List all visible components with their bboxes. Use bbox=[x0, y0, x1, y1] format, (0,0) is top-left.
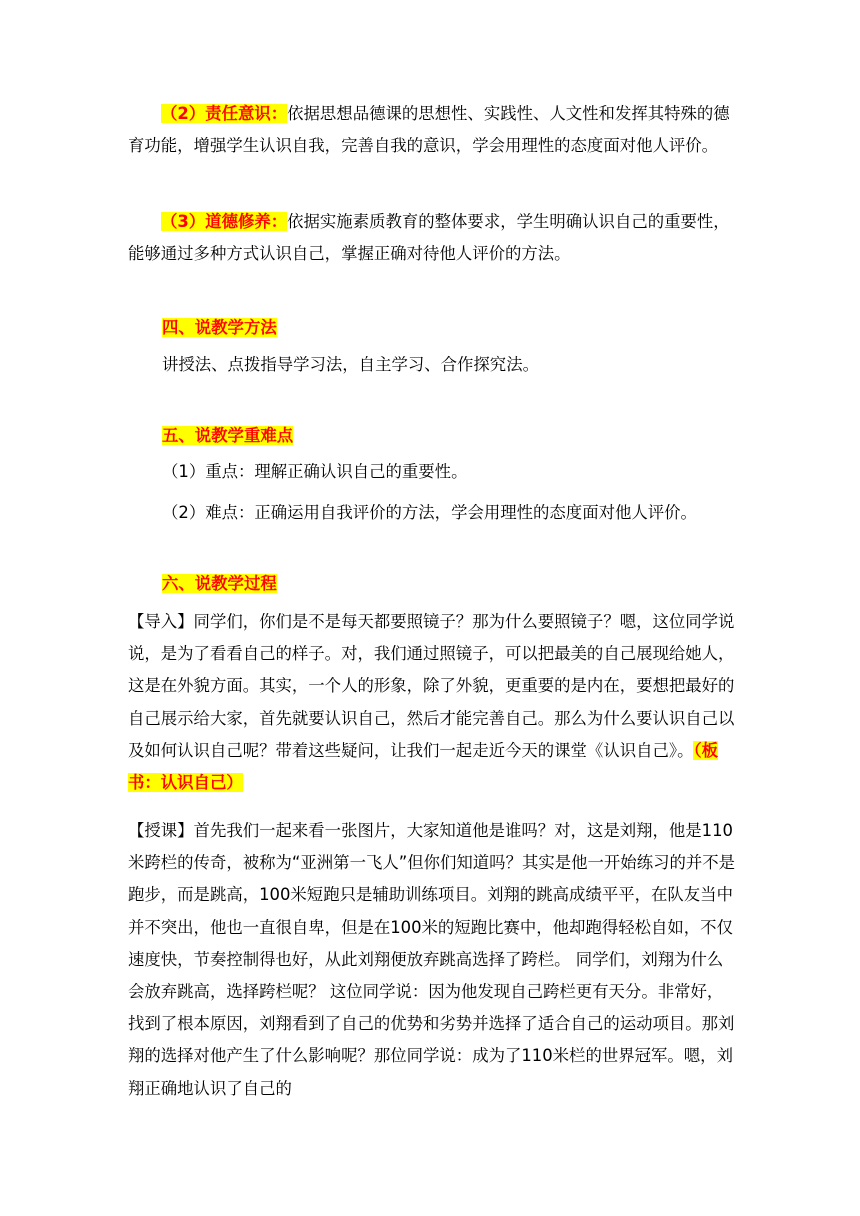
morality-text: 依据实施素质教育的整体要求，学生明确认识自己的重要性，能够通过多种方式认识自己，掌握正确对待他人评价的方法。 bbox=[128, 212, 730, 264]
intro-text: 【导入】同学们，你们是不是每天都要照镜子？那为什么要照镜子？嗯，这位同学说说，是为了看看自己的样子。对，我们通过照镜子，可以把最美的自己展现给她人，这是在外貌方面。其实，一个人的形象，除了外貌，更重要的是内在，要想把最好的自己展示给大家，首先就要认识自己，然后才能完善自己。那么为什么要认识自己以及如何认识自己呢？带着这些疑问，让我们一起走近今天的课堂《认识自己》。 bbox=[128, 612, 735, 760]
morality-paragraph bbox=[128, 206, 736, 270]
section6-heading bbox=[162, 568, 277, 600]
section5-point1: （1）重点：理解正确认识自己的重要性。 bbox=[162, 462, 468, 481]
responsibility-paragraph bbox=[128, 98, 736, 162]
section5-point2: （2）难点：正确运用自我评价的方法，学会用理性的态度面对他人评价。 bbox=[162, 503, 697, 522]
section5-heading-text: 五、说教学重难点 bbox=[162, 426, 294, 445]
section5-heading bbox=[162, 420, 293, 452]
responsibility-label: （2）责任意识： bbox=[161, 104, 288, 123]
morality-label: （3）道德修养： bbox=[161, 212, 288, 231]
section6-heading-text: 六、说教学过程 bbox=[162, 574, 277, 593]
responsibility-text: 依据思想品德课的思想性、实践性、人文性和发挥其特殊的德育功能，增强学生认识自我，完善自我的意识，学会用理性的态度面对他人评价。 bbox=[128, 104, 730, 156]
board-note: （板书：认识自己） bbox=[128, 740, 719, 793]
section4-heading bbox=[162, 312, 277, 344]
intro-paragraph bbox=[128, 606, 736, 799]
lecture-paragraph bbox=[128, 815, 736, 1105]
lecture-text: 【授课】首先我们一起来看一张图片，大家知道他是谁吗？对，这是刘翔，他是110米跨栏的传奇，被称为“亚洲第一飞人”但你们知道吗？其实是他一开始练习的并不是跑步，而是跳高，100米短跑只是辅助训练项目。刘翔的跳高成绩平平，在队友当中并不突出，他也一直很自卑，但是在100米的短跑比赛中，他却跑得轻松自如，不仅速度快，节奏控制得也好，从此刘翔便放弃跳高选择了跨栏。 同学们，刘翔为什么会放弃跳高，选择跨栏呢？ 这位同学说：因为他发现自己跨栏更有天分。非常好，找到了根本原因，刘翔看到了自己的优势和劣势并选择了适合自己的运动项目。那刘翔的选择对他产生了什么影响呢？那位同学说：成为了110米栏的世界冠军。嗯，刘翔正确地认识了自己的 bbox=[128, 821, 736, 1098]
section4-text: 讲授法、点拨指导学习法，自主学习、合作探究法。 bbox=[162, 355, 539, 374]
section4-heading-text: 四、说教学方法 bbox=[162, 318, 277, 337]
